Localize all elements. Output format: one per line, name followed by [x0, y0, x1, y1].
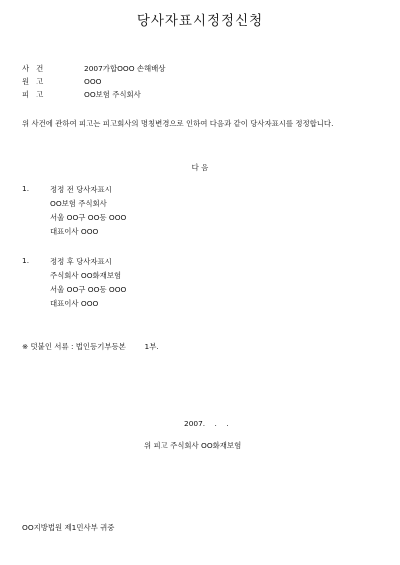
case-info-value: OO보험 주식회사: [84, 90, 141, 99]
case-info-row: [22, 89, 141, 100]
signer-line: 위 피고 주식회사 OO화재보험: [144, 441, 242, 450]
item-heading: 정정 후 당사자표시: [50, 257, 112, 266]
item-line: 서울 OO구 OO동 OOO: [50, 213, 127, 222]
item-line: 서울 OO구 OO동 OOO: [50, 285, 127, 294]
case-info-value: OOO: [84, 77, 102, 86]
date-line: 2007. . .: [184, 419, 229, 428]
attachment-note: ※ 덧붙인 서류 : 법인등기부등본 1부.: [22, 342, 159, 351]
item-number: 1.: [22, 256, 30, 265]
case-info-row: [22, 63, 165, 74]
court-addressee: OO지방법원 제1민사부 귀중: [22, 523, 115, 532]
case-info-row: [22, 76, 101, 87]
item-line: 대표이사 OOO: [50, 299, 99, 308]
item-line: 대표이사 OOO: [50, 227, 99, 236]
case-info-label: 사건: [22, 64, 51, 73]
body-paragraph: 위 사건에 관하여 피고는 피고회사의 명칭변경으로 인하여 다음과 같이 당사자표시를 정정합니다.: [22, 119, 334, 128]
item-heading: 정정 전 당사자표시: [50, 185, 112, 194]
case-info-label: 원고: [22, 77, 51, 86]
item-line: OO보험 주식회사: [50, 199, 107, 208]
document-title: 당사자표시정정신청: [136, 13, 264, 29]
item-line: 주식회사 OO화재보험: [50, 271, 122, 280]
item-number: 1.: [22, 184, 30, 193]
case-info-label: 피고: [22, 90, 51, 99]
case-info-value: 2007가합OOO 손해배상: [84, 64, 166, 73]
section-heading: 다 음: [191, 163, 209, 172]
